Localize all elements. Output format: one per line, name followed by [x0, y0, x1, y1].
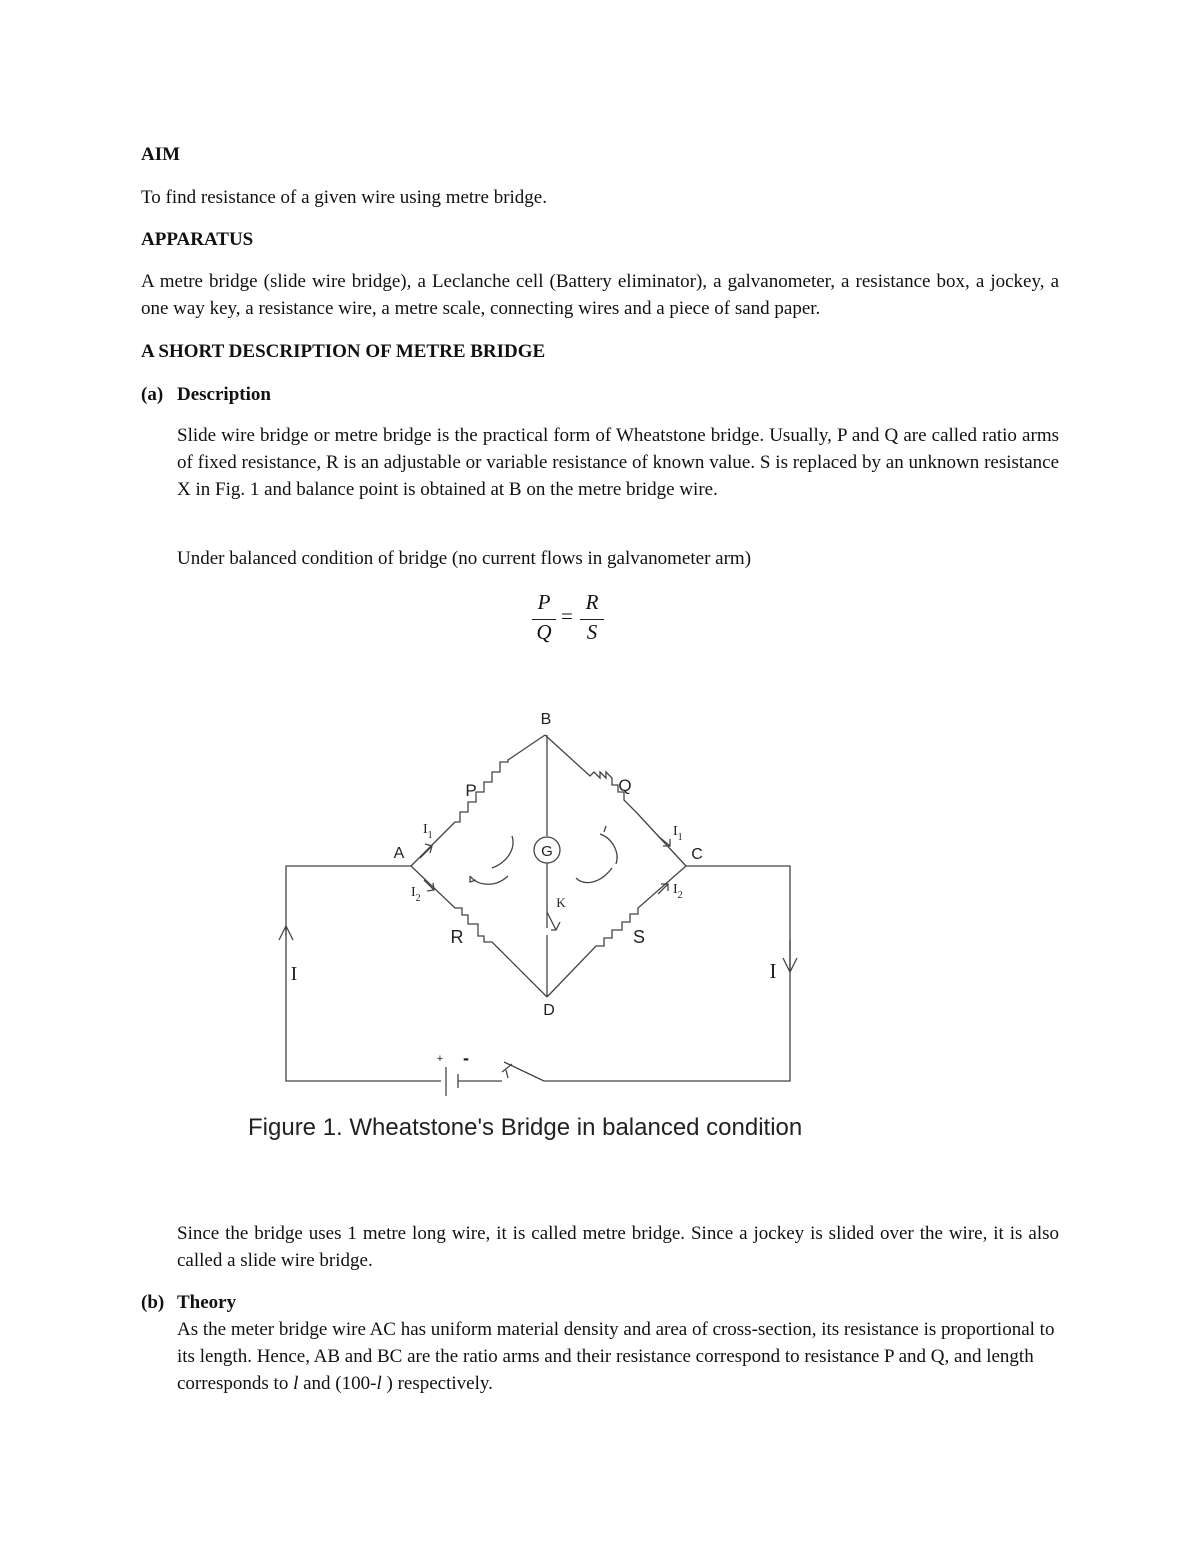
description-paragraph: Slide wire bridge or metre bridge is the practical form of Wheatstone bridge. Usually, P and Q are called ratio arms of fixed resistance, R is an adjustable or variable resistance of known value. S is replaced by an unknown resistance X in Fig. 1 and balance point is obtained at B on the metre bridge wire.	[177, 425, 1059, 500]
node-d-label: D	[543, 1002, 555, 1019]
equation-equals: =	[561, 604, 573, 628]
subsection-a-title: Description	[177, 384, 271, 405]
loop-arrow-left	[470, 836, 513, 884]
arrow-i1-right	[658, 836, 670, 846]
galvanometer-label: G	[541, 843, 553, 860]
battery-minus-label: -	[463, 1048, 469, 1068]
figure-caption: Figure 1. Wheatstone's Bridge in balanced condition	[248, 1114, 803, 1141]
balanced-condition-text: Under balanced condition of bridge (no current flows in galvanometer arm)	[177, 548, 752, 569]
loop-arrow-right	[576, 826, 617, 883]
key-arrow	[502, 1064, 512, 1078]
current-arrow-right	[783, 940, 797, 972]
node-c-label: C	[691, 846, 703, 863]
aim-heading: AIM	[141, 144, 181, 165]
subsection-a-marker: (a)	[141, 384, 164, 405]
wire-a-to-p	[411, 822, 455, 866]
resistor-r-label: R	[450, 927, 464, 947]
equation-r: R	[585, 590, 599, 614]
equation-p: P	[537, 590, 551, 614]
current-i2-left-label: $I_2$	[411, 885, 421, 904]
resistor-s	[547, 866, 686, 997]
resistor-p-label: P	[465, 781, 477, 800]
node-a-label: A	[393, 845, 405, 862]
main-current-right-label: I	[769, 959, 777, 983]
current-i1-right-label: $I_1$	[673, 824, 683, 843]
equation-s: S	[586, 620, 598, 644]
battery-plus-label: +	[436, 1053, 444, 1065]
current-i1-left-label: $I_1$	[423, 822, 433, 841]
apparatus-text: A metre bridge (slide wire bridge), a Leclanche cell (Battery eliminator), a galvanometer, a resistance box, a jockey, a one way key, a resistance wire, a metre scale, connecting wires and a piece of sand paper.	[141, 271, 1059, 319]
wheatstone-bridge-diagram	[270, 700, 810, 1110]
current-i2-right-label: $I_2$	[673, 882, 683, 901]
theory-text: As the meter bridge wire AC has uniform material density and area of cross-section, its resistance is proportional to its length. Hence, AB and BC are the ratio arms and their resistance correspond to resistance P and Q, and length corresponds to l and (100-l ) respectively.	[177, 1319, 1055, 1394]
key-arrow-galvanometer	[547, 912, 560, 930]
balance-equation	[532, 590, 612, 650]
arrow-i2-left	[424, 880, 434, 891]
resistor-p	[455, 735, 545, 822]
subsection-b-marker: (b)	[141, 1292, 165, 1313]
apparatus-heading: APPARATUS	[141, 229, 254, 250]
after-figure-text: Since the bridge uses 1 metre long wire, it is called metre bridge. Since a jockey is slided over the wire, it is also called a slide wire bridge.	[177, 1223, 1059, 1271]
node-b-label: B	[540, 711, 552, 728]
aim-text: To find resistance of a given wire using metre bridge.	[141, 187, 547, 208]
resistor-q-label: Q	[618, 776, 632, 795]
main-current-left-label: I	[290, 963, 298, 985]
resistor-s-label: S	[632, 927, 646, 947]
equation-q: Q	[536, 620, 552, 644]
wire-a-to-r	[411, 866, 547, 997]
subsection-b-title: Theory	[177, 1292, 237, 1313]
key-label: K	[556, 895, 566, 910]
right-supply-wire	[544, 866, 790, 1081]
description-heading: A SHORT DESCRIPTION OF METRE BRIDGE	[141, 341, 546, 362]
